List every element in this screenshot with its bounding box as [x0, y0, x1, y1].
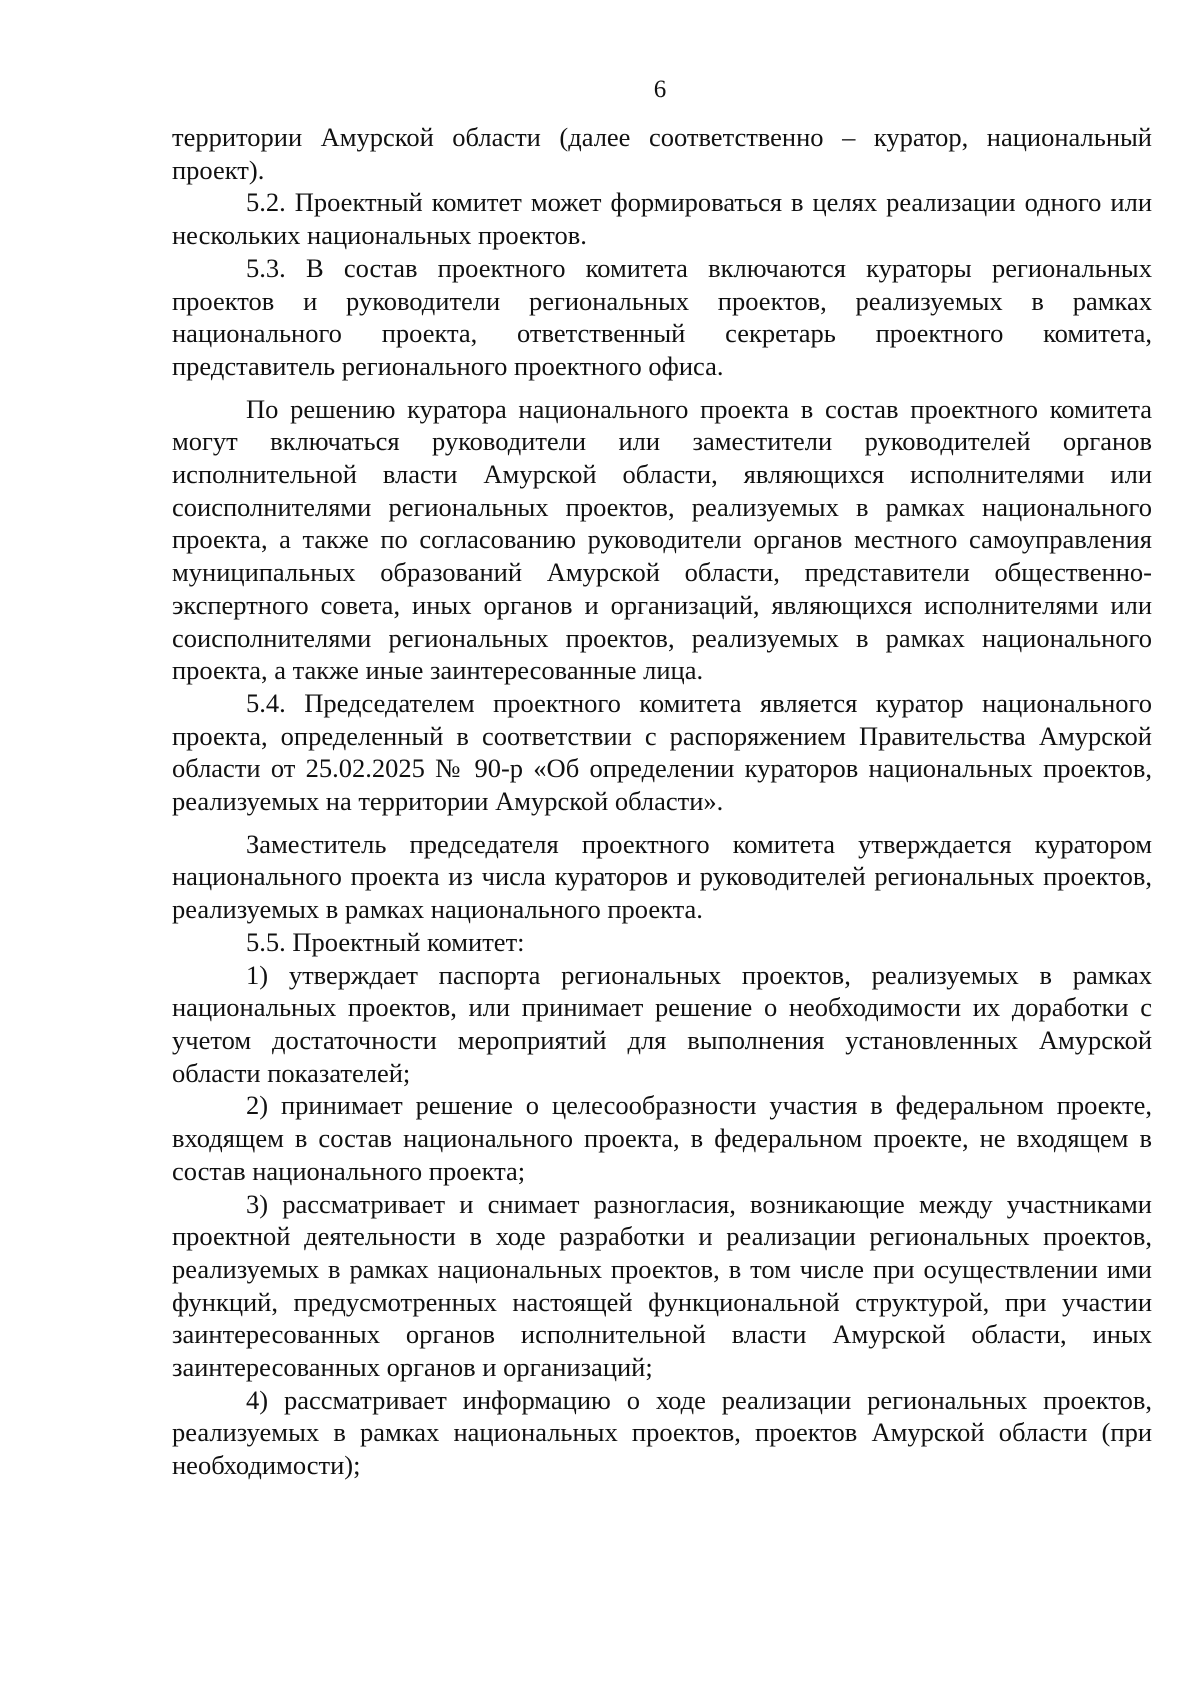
- list-item-4: 4) рассматривает информацию о ходе реализации региональных проектов, реализуемых в рамках национальных проектов, проектов Амурской области (при необходимости);: [172, 1384, 1152, 1481]
- paragraph-5-3: 5.3. В состав проектного комитета включаются кураторы региональных проектов и руководители региональных проектов, реализуемых в рамках национального проекта, ответственный секретарь проектного комитета, представитель регионального проектного офиса.: [172, 252, 1152, 381]
- paragraph-deputy-chair: Заместитель председателя проектного комитета утверждается куратором национального проекта из числа кураторов и руководителей региональных проектов, реализуемых в рамках национального проекта.: [172, 828, 1152, 925]
- list-item-1: 1) утверждает паспорта региональных проектов, реализуемых в рамках национальных проектов, или принимает решение о необходимости их доработки с учетом достаточности мероприятий для выполнения установленных Амурской области показателей;: [172, 959, 1152, 1088]
- paragraph-curator-decision: По решению куратора национального проекта в состав проектного комитета могут включаться руководители или заместители руководителей органов исполнительной власти Амурской области, являющихся исполнителями или соисполнителями региональных проектов, реализуемых в рамках национального проекта, а также по согласованию руководители органов местного самоуправления муниципальных образований Амурской области, представители общественно-экспертного совета, иных органов и организаций, являющихся исполнителями или соисполнителями региональных проектов, реализуемых в рамках национального проекта, а также иные заинтересованные лица.: [172, 393, 1152, 686]
- paragraph-5-5: 5.5. Проектный комитет:: [246, 926, 525, 957]
- paragraph-5-2: 5.2. Проектный комитет может формироваться в целях реализации одного или нескольких национальных проектов.: [172, 187, 1152, 251]
- page-number: 6: [653, 76, 667, 103]
- list-item-3: 3) рассматривает и снимает разногласия, возникающие между участниками проектной деятельности в ходе разработки и реализации региональных проектов, реализуемых в рамках национальных проектов, в том числе при осуществлении ими функций, предусмотренных настоящей функциональной структурой, при участии заинтересованных органов исполнительной власти Амурской области, иных заинтересованных органов и организаций;: [172, 1188, 1152, 1383]
- paragraph-5-4: 5.4. Председателем проектного комитета является куратор национального проекта, определенный в соответствии с распоряжением Правительства Амурской области от 25.02.2025 № 90-р «Об определении кураторов национальных проектов, реализуемых на территории Амурской области».: [172, 687, 1152, 817]
- document-body: [172, 121, 1152, 1482]
- paragraph-continuation: территории Амурской области (далее соответственно – куратор, национальный проект).: [172, 122, 1152, 185]
- list-item-2: 2) принимает решение о целесообразности участия в федеральном проекте, входящем в состав национального проекта, в федеральном проекте, не входящем в состав национального проекта;: [172, 1090, 1152, 1186]
